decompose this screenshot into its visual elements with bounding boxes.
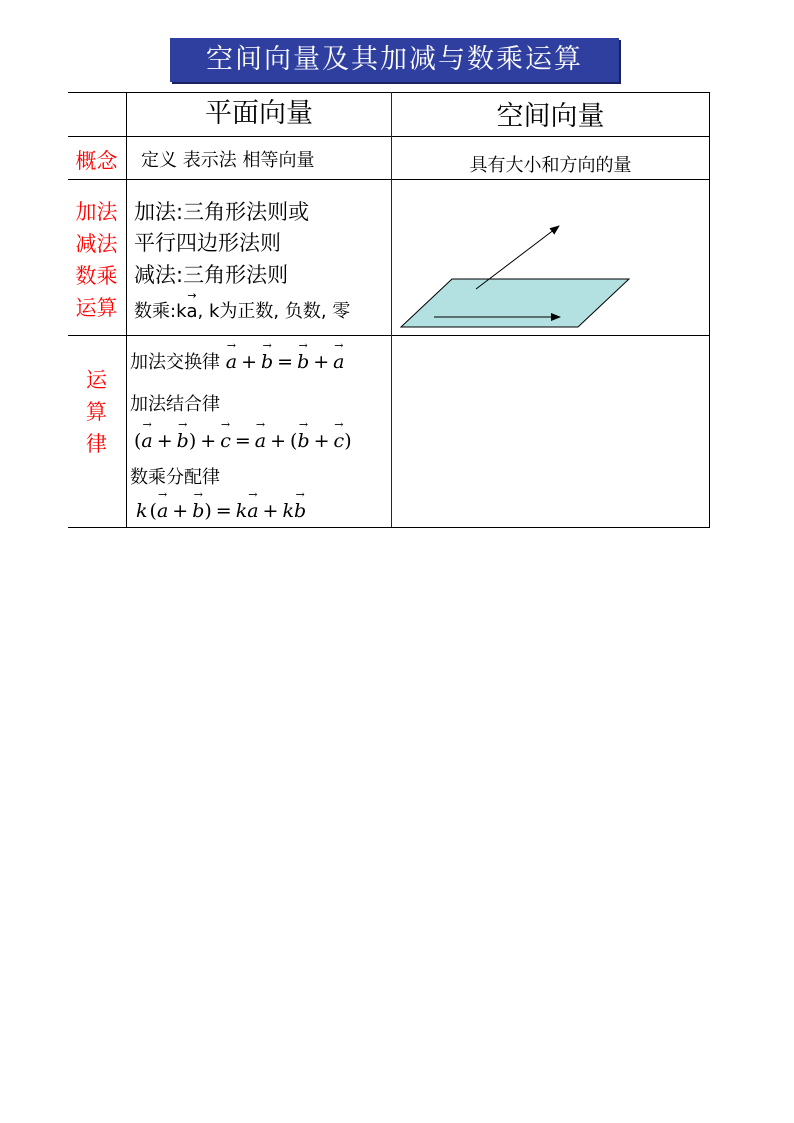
table-right-border bbox=[709, 92, 710, 527]
associative-formula: (→ a +→ b) +→ c =→ a + (→ b +→ c) bbox=[134, 430, 352, 452]
concept-divider bbox=[68, 179, 710, 180]
laws-label: 运 算 律 bbox=[86, 368, 107, 456]
distributive-formula: k (→ a +→ b) = k→ a + k→ b bbox=[136, 500, 306, 522]
plane-parallelogram bbox=[401, 279, 629, 327]
associative-law-label: 加法结合律 bbox=[130, 394, 220, 415]
table-bottom-border bbox=[68, 527, 710, 528]
addition-rule-line-2: 平行四边形法则 bbox=[134, 231, 281, 255]
commutative-formula: → a +→ b =→ b +→ a bbox=[226, 351, 345, 373]
concept-label: 概念 bbox=[75, 149, 118, 173]
page-title: 空间向量及其加减与数乘运算 bbox=[170, 38, 619, 82]
subtraction-rule: 减法:三角形法则 bbox=[134, 263, 289, 287]
operations-label: 加法 减法 数乘 运算 bbox=[75, 200, 118, 320]
header-plane-vector: 平面向量 bbox=[205, 98, 313, 129]
concept-plane-text: 定义 表示法 相等向量 bbox=[141, 150, 315, 171]
header-divider bbox=[68, 136, 710, 137]
label-column-divider bbox=[126, 92, 127, 527]
concept-space-text: 具有大小和方向的量 bbox=[469, 155, 632, 176]
addition-rule-line-1: 加法:三角形法则或 bbox=[134, 200, 310, 224]
scalar-multiplication-rule: 数乘:k→ a, k为正数, 负数, 零 bbox=[134, 297, 350, 323]
commutative-law-label: 加法交换律 bbox=[130, 352, 220, 373]
header-space-vector: 空间向量 bbox=[496, 101, 605, 132]
ops-divider bbox=[68, 335, 710, 336]
space-vector-plane-diagram bbox=[395, 215, 640, 335]
commutative-law bbox=[130, 348, 345, 374]
table-top-border bbox=[68, 92, 710, 93]
distributive-law-label: 数乘分配律 bbox=[130, 467, 220, 488]
